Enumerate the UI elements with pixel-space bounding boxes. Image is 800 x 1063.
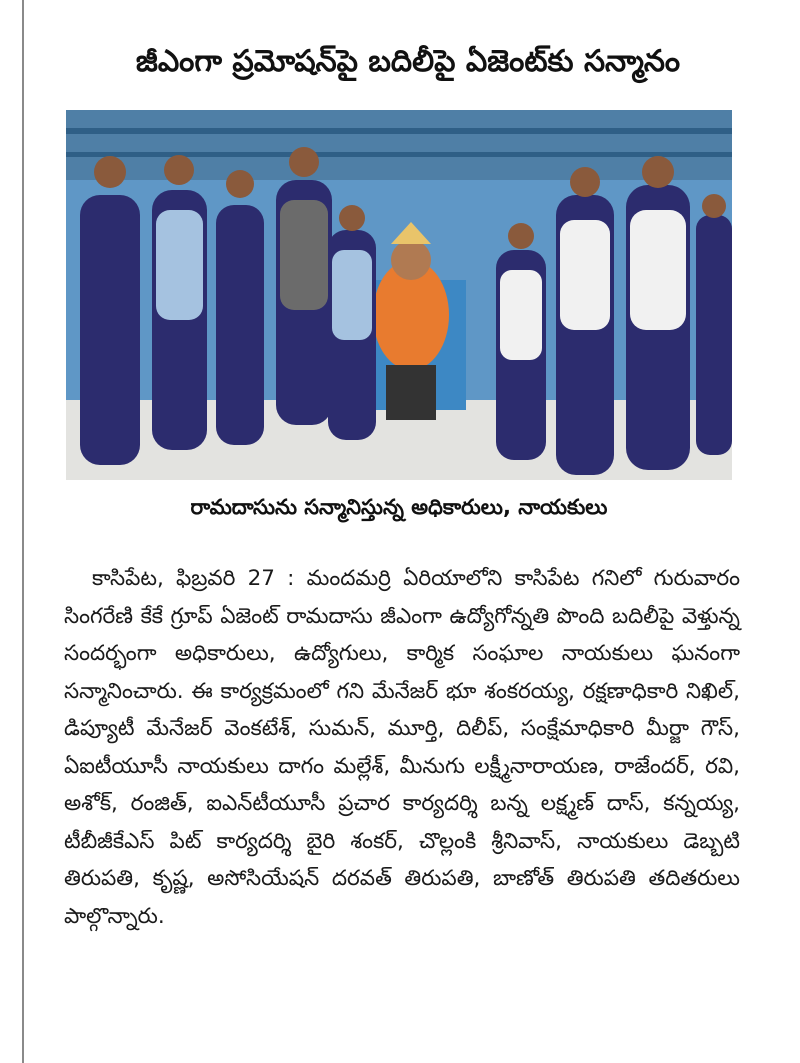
column-divider <box>22 0 24 1063</box>
previous-article-fragment <box>58 0 758 16</box>
photo-caption: రామదాసును సన్మానిస్తున్న అధికారులు, నాయకులు <box>190 495 608 519</box>
article-headline: జీఎంగా ప్రమోషన్‌పై బదిలీపై ఏజెంట్‌కు సన్మానం <box>135 44 681 79</box>
next-article-fragment <box>64 1046 740 1063</box>
article-paragraph: కాసిపేట, ఫిబ్రవరి 27 : మందమర్రి ఏరియాలోని కాసిపేట గనిలో గురువారం సింగరేణి కేకే గ్రూప్ ఏజెంట్ రామదాసు జీఎంగా ఉద్యోగోన్నతి పొంది బదిలీపై వెళ్తున్న సందర్భంగా అధికారులు, ఉద్యోగులు, కార్మిక సంఘాల నాయకులు ఘనంగా సన్మానించారు. ఈ కార్యక్రమంలో గని మేనేజర్ భూ శంకరయ్య, రక్షణాధికారి నిఖిల్, డిప్యూటీ మేనేజర్ వెంకటేశ్, సుమన్, మూర్తి, దిలీప్, సంక్షేమాధికారి మీర్జా గౌస్, ఏఐటీయూసీ నాయకులు దాగం మల్లేశ్, మీనుగు లక్ష్మీనారాయణ, రాజేందర్, రవి, అశోక్, రంజిత్, ఐఎన్‌టీయూసీ ప్రచార కార్యదర్శి బన్న లక్ష్మణ్ దాస్, కన్నయ్య, టీబీజీకేఎస్ పిట్ కార్యదర్శి బైరి శంకర్, చొల్లంకి శ్రీనివాస్, నాయకులు డెబ్బటి తిరుపతి, కృష్ణ, అసోసియేషన్ దరవత్ తిరుపతి, బాణోత్ తిరుపతి తదితరులు పాల్గొన్నారు. <box>64 566 740 929</box>
article-body <box>64 560 740 935</box>
felicitation-photo-illustration <box>66 110 732 480</box>
article-photo <box>66 110 732 480</box>
